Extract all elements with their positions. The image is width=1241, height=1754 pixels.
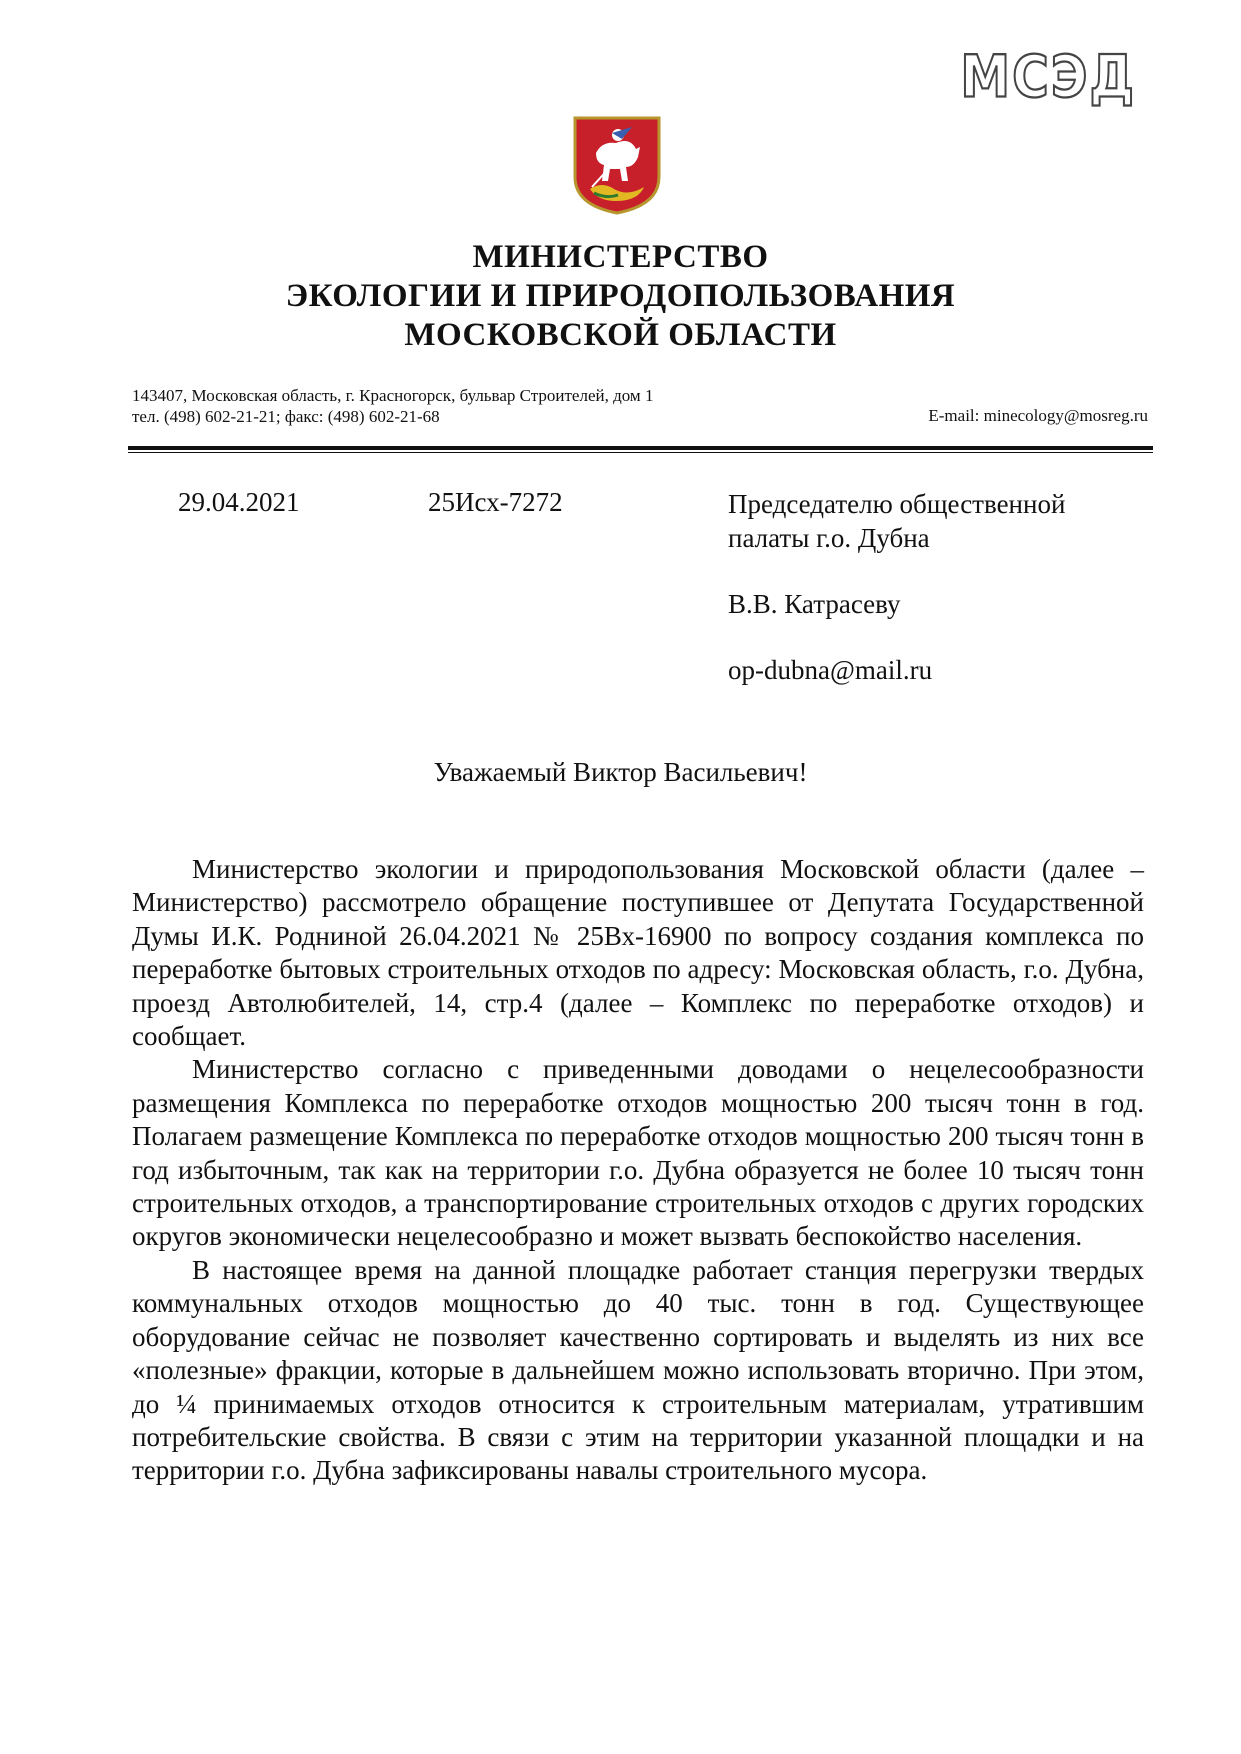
recipient-name: В.В. Катрасеву (728, 589, 901, 619)
ministry-title-line-3: МОСКОВСКОЙ ОБЛАСТИ (404, 317, 837, 353)
recipient-email: op-dubna@mail.ru (728, 655, 933, 685)
phone-fax: тел. (498) 602-21-21; факс: (498) 602-21-68 (132, 407, 440, 426)
msed-stamp: МСЭД (960, 43, 1136, 111)
ministry-title (0, 238, 1241, 355)
body-paragraph-1: Министерство экологии и природопользования Московской области (далее – Министерство) рассмотрело обращение поступившее от Депутата Государственной Думы И.К. Родниной 26.04.2021 № 25Вх-16900 по вопросу создания комплекса по переработке бытовых строительных отходов по адресу: Московская область, г.о. Дубна, проезд Автолюбителей, 14, стр.4 (далее – Комплекс по переработке отходов) и сообщает. (132, 854, 1144, 1052)
moscow-oblast-coat-of-arms-icon (572, 115, 662, 215)
salutation: Уважаемый Виктор Васильевич! (433, 757, 808, 787)
postal-address: 143407, Московская область, г. Красногорск, бульвар Строителей, дом 1 (132, 386, 654, 405)
body-paragraph-2: Министерство согласно с приведенными доводами о нецелесообразности размещения Комплекса по переработке отходов мощностью 200 тысяч тонн в год. Полагаем размещение Комплекса по переработке отходов мощностью 200 тысяч тонн в год избыточным, так как на территории г.о. Дубна образуется не более 10 тысяч тонн строительных отходов, а транспортирование строительных отходов с других городских округов экономически нецелесообразно и может вызвать беспокойство населения. (132, 1054, 1144, 1252)
ministry-title-line-2: ЭКОЛОГИИ И ПРИРОДОПОЛЬЗОВАНИЯ (285, 278, 956, 314)
outgoing-number: 25Исх-7272 (428, 487, 563, 517)
outgoing-date: 29.04.2021 (178, 487, 300, 517)
recipient-position-line-1: Председателю общественной (728, 489, 1066, 519)
ministry-email: E-mail: minecology@mosreg.ru (928, 406, 1148, 425)
recipient-position-line-2: палаты г.о. Дубна (728, 523, 930, 553)
letter-body (132, 853, 1144, 1488)
contact-block (132, 385, 653, 427)
header-divider-thick (128, 446, 1153, 450)
recipient-block (728, 487, 1066, 685)
body-paragraph-3: В настоящее время на данной площадке работает станция перегрузки твердых коммунальных отходов мощностью до 40 тыс. тонн в год. Существующее оборудование сейчас не позволяет качественно сортировать и выделять из них все «полезные» фракции, которые в дальнейшем можно использовать вторично. При этом, до ¼ принимаемых отходов относится к строительным материалам, утратившим потребительские свойства. В связи с этим на территории указанной площадки и на территории г.о. Дубна зафиксированы навалы строительного мусора. (132, 1254, 1144, 1486)
ministry-title-line-1: МИНИСТЕРСТВО (472, 239, 769, 275)
header-divider-thin (128, 452, 1153, 453)
